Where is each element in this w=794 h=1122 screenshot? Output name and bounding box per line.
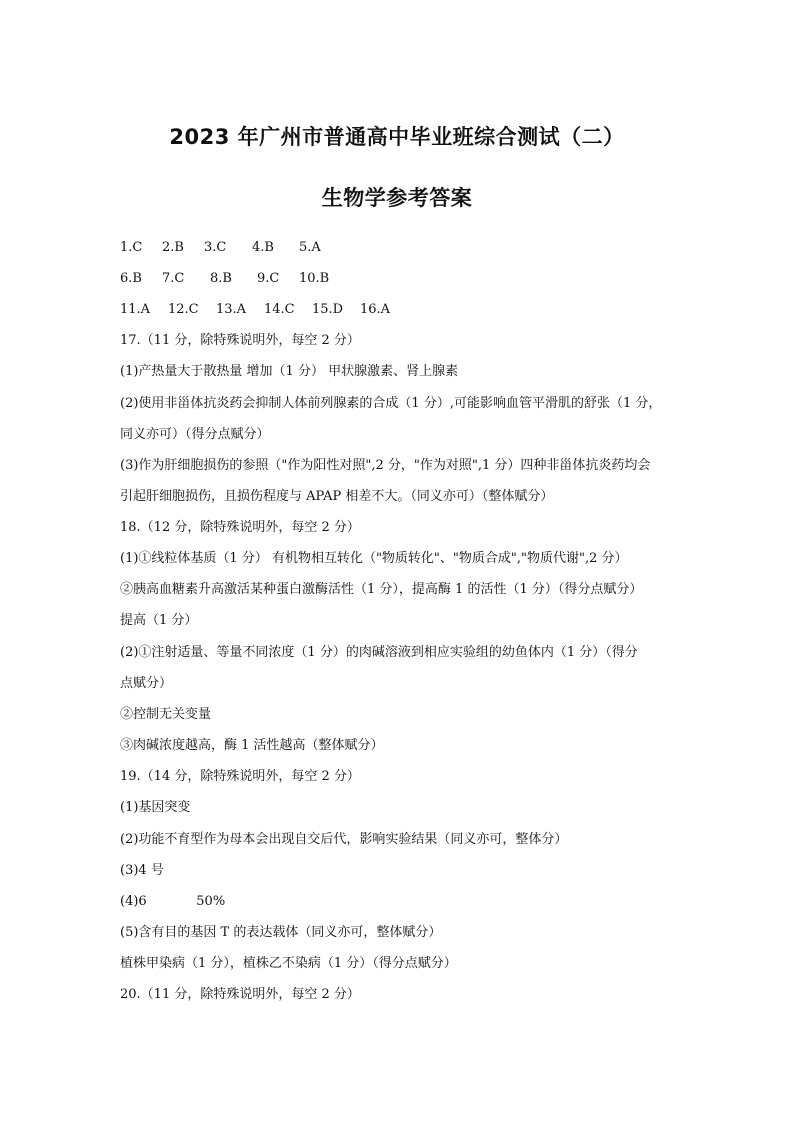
mc-answer: 3.C [204, 240, 227, 255]
q17-heading: 17.（11 分，除特殊说明外，每空 2 分） [120, 333, 360, 348]
mc-answer: 16.A [360, 302, 391, 317]
mc-answer: 15.D [312, 302, 344, 317]
q20-heading: 20.（11 分，除特殊说明外，每空 2 分） [120, 987, 360, 1002]
document-subtitle: 生物学参考答案 [321, 186, 473, 210]
q18-answer-2b: ②控制无关变量 [120, 707, 212, 722]
mc-answer: 4.B [252, 240, 274, 255]
mc-answer: 6.B [120, 271, 142, 286]
mc-answer: 11.A [120, 302, 151, 317]
q18-answer-2: (2)①注射适量、等量不同浓度（1 分）的肉碱溶液到相应实验组的幼鱼体内（1 分）（得分 [120, 645, 638, 660]
q18-answer-2-cont: 点赋分） [120, 676, 173, 691]
q17-answer-3: (3)作为肝细胞损伤的参照（"作为阳性对照",2 分，"作为对照",1 分）四种非甾体抗炎药均会 [120, 458, 651, 473]
mc-answer: 14.C [264, 302, 295, 317]
mc-answer: 10.B [299, 271, 330, 286]
mc-answer: 5.A [299, 240, 321, 255]
q18-answer-2c: ③肉碱浓度越高，酶 1 活性越高（整体赋分） [120, 738, 384, 753]
mc-answer: 12.C [168, 302, 199, 317]
mc-answer: 7.C [162, 271, 185, 286]
q19-answer-5: (5)含有目的基因 T 的表达载体（同义亦可，整体赋分） [120, 925, 442, 940]
mc-answer: 8.B [210, 271, 232, 286]
q17-answer-2-cont: 同义亦可）（得分点赋分） [120, 427, 270, 442]
mc-answer-row-2 [120, 270, 329, 288]
document-title: 2023 年广州市普通高中毕业班综合测试（二） [169, 125, 625, 149]
q19-answer-1: (1)基因突变 [120, 800, 191, 815]
q19-answer-3: (3)4 号 [120, 863, 164, 878]
mc-answer-row-3 [120, 301, 390, 319]
q19-answer-4: (4)6 50% [120, 894, 226, 909]
q18-heading: 18.（12 分，除特殊说明外，每空 2 分） [120, 520, 360, 535]
mc-answer: 2.B [162, 240, 184, 255]
q18-answer-1b: ②胰高血糖素升高激活某种蛋白激酶活性（1 分），提高酶 1 的活性（1 分）（得分点赋分） [120, 582, 643, 597]
q19-heading: 19.（14 分，除特殊说明外，每空 2 分） [120, 769, 360, 784]
mc-answer: 1.C [120, 240, 143, 255]
mc-answer: 9.C [257, 271, 280, 286]
mc-answer: 13.A [216, 302, 247, 317]
mc-answer-row-1 [120, 239, 321, 257]
q18-answer-1c: 提高（1 分） [120, 613, 198, 628]
q19-answer-5-cont: 植株甲染病（1 分），植株乙不染病（1 分）（得分点赋分） [120, 956, 457, 971]
q19-answer-2: (2)功能不育型作为母本会出现自交后代，影响实验结果（同义亦可，整体分） [120, 832, 568, 847]
q17-answer-3-cont: 引起肝细胞损伤，且损伤程度与 APAP 相差不大。（同义亦可）（整体赋分） [120, 489, 554, 504]
q18-answer-1: (1)①线粒体基质（1 分） 有机物相互转化（"物质转化"、"物质合成","物质代谢",2 分） [120, 551, 628, 566]
q17-answer-1: (1)产热量大于散热量 增加（1 分） 甲状腺激素、肾上腺素 [120, 364, 459, 379]
q17-answer-2: (2)使用非甾体抗炎药会抑制人体前列腺素的合成（1 分）,可能影响血管平滑肌的舒张（1 分， [120, 396, 662, 411]
